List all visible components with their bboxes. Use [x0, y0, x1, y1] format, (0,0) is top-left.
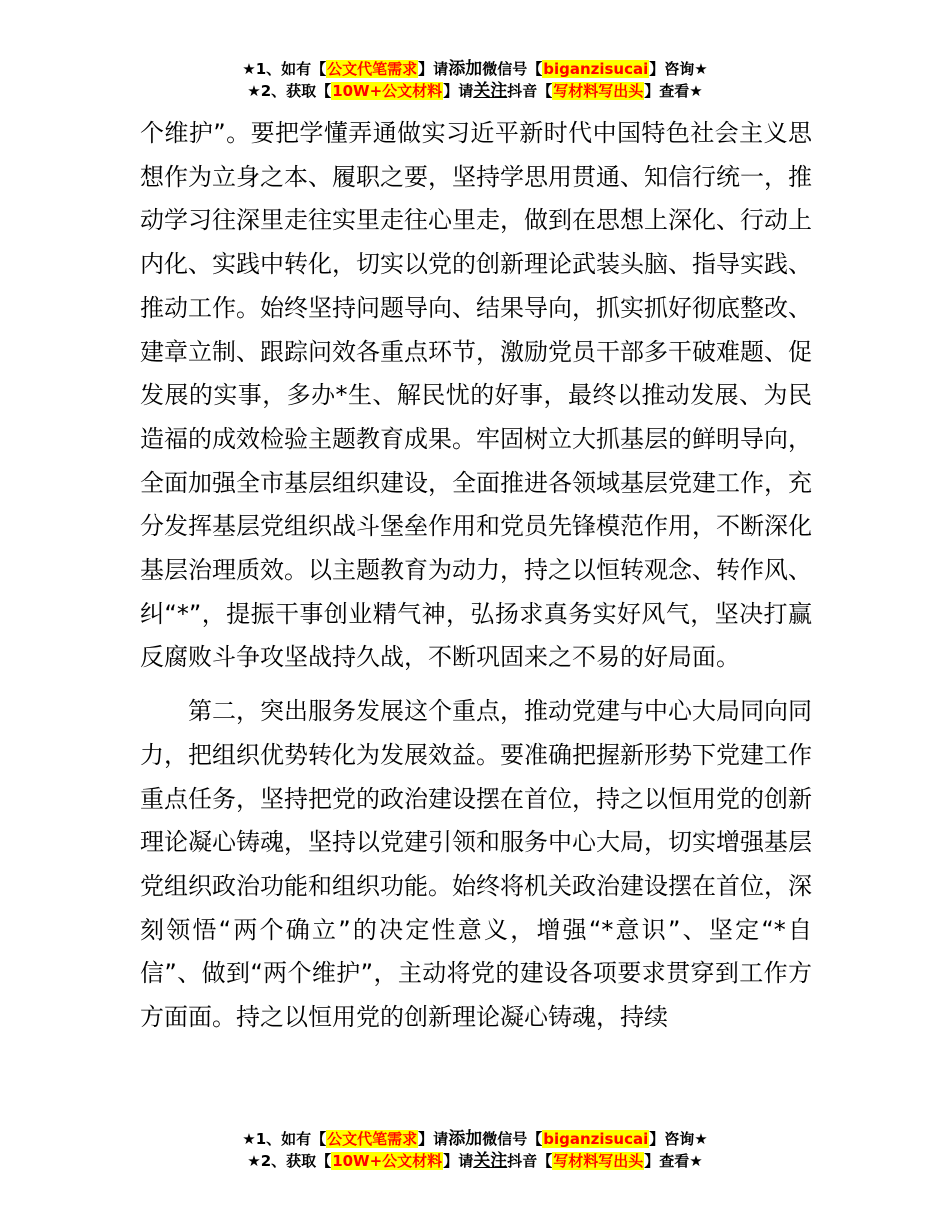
banner-line-1: ★1、如有【公文代笔需求】请添加微信号【biganzisucai】咨询★: [242, 59, 708, 79]
highlight-douyin-id: 写材料写出头: [553, 82, 644, 100]
footer-line-1: ★1、如有【公文代笔需求】请添加微信号【biganzisucai】咨询★: [242, 1129, 708, 1149]
highlight-wechat-id: biganzisucai: [543, 60, 649, 78]
footer-highlight-wechat-id: biganzisucai: [543, 1130, 649, 1148]
document-body: [140, 112, 812, 1040]
paragraph-2: 第二，突出服务发展这个重点，推动党建与中心大局同向同力，把组织优势转化为发展效益。要准确把握新形势下党建工作重点任务，坚持把党的政治建设摆在首位，持之以恒用党的创新理论凝心铸魂，坚持以党建引领和服务中心大局，切实增强基层党组织政治功能和组织功能。始终将机关政治建设摆在首位，深刻领悟“两个确立”的决定性意义，增强“*意识”、坚定“*自信”、做到“两个维护”，主动将党的建设各项要求贯穿到工作方方面面。持之以恒用党的创新理论凝心铸魂，持续: [140, 697, 812, 1032]
banner-line-2: ★2、获取【10W+公文材料】请关注抖音【写材料写出头】查看★: [247, 81, 703, 101]
paragraph-1: 个维护”。要把学懂弄通做实习近平新时代中国特色社会主义思想作为立身之本、履职之要，坚持学思用贯通、知信行统一，推动学习往深里走往实里走往心里走，做到在思想上深化、行动上内化、实践中转化，切实以党的创新理论武装头脑、指导实践、推动工作。始终坚持问题导向、结果导向，抓实抓好彻底整改、建章立制、跟踪问效各重点环节，激励党员干部多干破难题、促发展的实事，多办*生、解民忧的好事，最终以推动发展、为民造福的成效检验主题教育成果。牢固树立大抓基层的鲜明导向，全面加强全市基层组织建设，全面推进各领域基层党建工作，充分发挥基层党组织战斗堡垒作用和党员先锋模范作用，不断深化基层治理质效。以主题教育为动力，持之以恒转观念、转作风、纠“*”，提振干事创业精气神，弘扬求真务实好风气，坚决打赢反腐败斗争攻坚战持久战，不断巩固来之不易的好局面。: [140, 119, 812, 672]
header-banner: [0, 58, 950, 102]
footer-highlight-materials-text: 10W+公文材料: [332, 1152, 443, 1170]
footer-banner: [0, 1128, 950, 1172]
footer-highlight-service-text: 公文代笔需求: [327, 1130, 418, 1148]
footer-line-2: ★2、获取【10W+公文材料】请关注抖音【写材料写出头】查看★: [247, 1151, 703, 1171]
highlight-materials-text: 10W+公文材料: [332, 82, 443, 100]
highlight-service-text: 公文代笔需求: [327, 60, 418, 78]
footer-highlight-douyin-id: 写材料写出头: [553, 1152, 644, 1170]
